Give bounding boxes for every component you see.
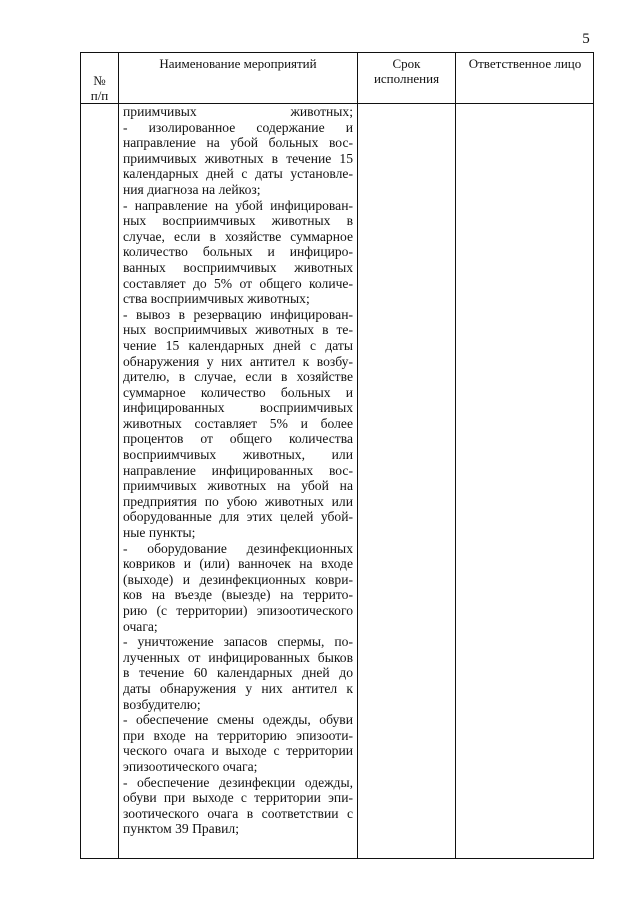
measure-line: обуви при выходе с территории эпи- bbox=[123, 790, 353, 806]
measure-line: ства восприимчивых животных; bbox=[123, 291, 310, 307]
measure-line: - направление на убой инфицирован- bbox=[123, 197, 353, 213]
measure-line: ковриков и (или) ванночек на входе bbox=[123, 556, 353, 572]
measure-line: составляет до 5% от общего количе- bbox=[123, 275, 353, 291]
measure-line: инфицированных восприимчивых bbox=[123, 400, 353, 416]
header-term bbox=[358, 56, 455, 86]
measures-text-cell bbox=[123, 104, 353, 837]
measure-line: - обеспечение смены одежды, обуви bbox=[123, 712, 353, 728]
measure-line: зоотического очага в соответствии с bbox=[123, 805, 353, 821]
column-divider-term bbox=[455, 53, 456, 858]
measure-line: количество больных и инфициро- bbox=[123, 244, 353, 260]
header-number-text: № п/п bbox=[90, 73, 109, 103]
header-name-text: Наименование мероприятий bbox=[159, 56, 317, 71]
measure-line: в течение 60 календарных дней до bbox=[123, 665, 353, 681]
header-number bbox=[81, 73, 118, 103]
header-responsible bbox=[456, 56, 594, 71]
measure-line: - оборудование дезинфекционных bbox=[123, 540, 353, 556]
measure-line: дителю, в случае, если в хозяйстве bbox=[123, 369, 353, 385]
measure-line: ные пункты; bbox=[123, 525, 196, 541]
measure-line: процентов от общего количества bbox=[123, 431, 353, 447]
measure-line: приимчивых животных в течение 15 bbox=[123, 150, 353, 166]
measure-line: возбудителю; bbox=[123, 696, 201, 712]
measure-line: ния диагноза на лейкоз; bbox=[123, 181, 261, 197]
measure-line: очага; bbox=[123, 618, 158, 634]
measure-line: ных восприимчивых животных в те- bbox=[123, 322, 353, 338]
column-divider-name bbox=[357, 53, 358, 858]
measure-line: направление на убой больных вос- bbox=[123, 135, 353, 151]
measure-line: приимчивых животных; bbox=[123, 104, 353, 119]
measure-line: лученных от инфицированных быков bbox=[123, 649, 353, 665]
measure-line: ных восприимчивых животных в bbox=[123, 213, 353, 229]
header-responsible-text: Ответственное лицо bbox=[468, 56, 582, 71]
measure-line: (выходе) и дезинфекционных коври- bbox=[123, 571, 353, 587]
measure-line: оборудованные для этих целей убой- bbox=[123, 509, 353, 525]
measure-line: предприятия по убою животных или bbox=[123, 493, 353, 509]
measure-line: приимчивых животных на убой на bbox=[123, 478, 353, 494]
measure-line: обнаружения у них антител к возбу- bbox=[123, 353, 353, 369]
measure-line: при входе на территорию эпизооти- bbox=[123, 727, 353, 743]
measure-line: - изолированное содержание и bbox=[123, 119, 353, 135]
measure-line: случае, если в хозяйстве суммарное bbox=[123, 228, 353, 244]
measure-line: пунктом 39 Правил; bbox=[123, 821, 239, 837]
measures-table bbox=[80, 52, 594, 859]
measure-line: рию (с территории) эпизоотического bbox=[123, 603, 353, 618]
measure-line: восприимчивых животных, или bbox=[123, 447, 353, 463]
measure-line: - вывоз в резервацию инфицирован- bbox=[123, 306, 353, 322]
measure-line: ванных восприимчивых животных bbox=[123, 259, 353, 275]
measure-line: направление инфицированных вос- bbox=[123, 462, 353, 478]
column-divider-number bbox=[118, 53, 119, 858]
measure-line: даты обнаружения у них антител к bbox=[123, 680, 353, 696]
measure-line: ческого очага и выходе с территории bbox=[123, 743, 353, 759]
measure-line: суммарное количество больных и bbox=[123, 384, 353, 400]
measure-line: ков на въезде (выезде) на террито- bbox=[123, 587, 353, 603]
header-name bbox=[119, 56, 357, 71]
measure-line: календарных дней с даты установле- bbox=[123, 166, 353, 182]
measure-line: чение 15 календарных дней с даты bbox=[123, 337, 353, 353]
page-number: 5 bbox=[582, 31, 590, 47]
measure-line: животных составляет 5% и более bbox=[123, 415, 353, 431]
header-term-text: Срок исполнения bbox=[373, 56, 440, 86]
measure-line: эпизоотического очага; bbox=[123, 758, 258, 774]
measure-line: - обеспечение дезинфекции одежды, bbox=[123, 774, 353, 790]
measure-line: - уничтожение запасов спермы, по- bbox=[123, 634, 353, 650]
